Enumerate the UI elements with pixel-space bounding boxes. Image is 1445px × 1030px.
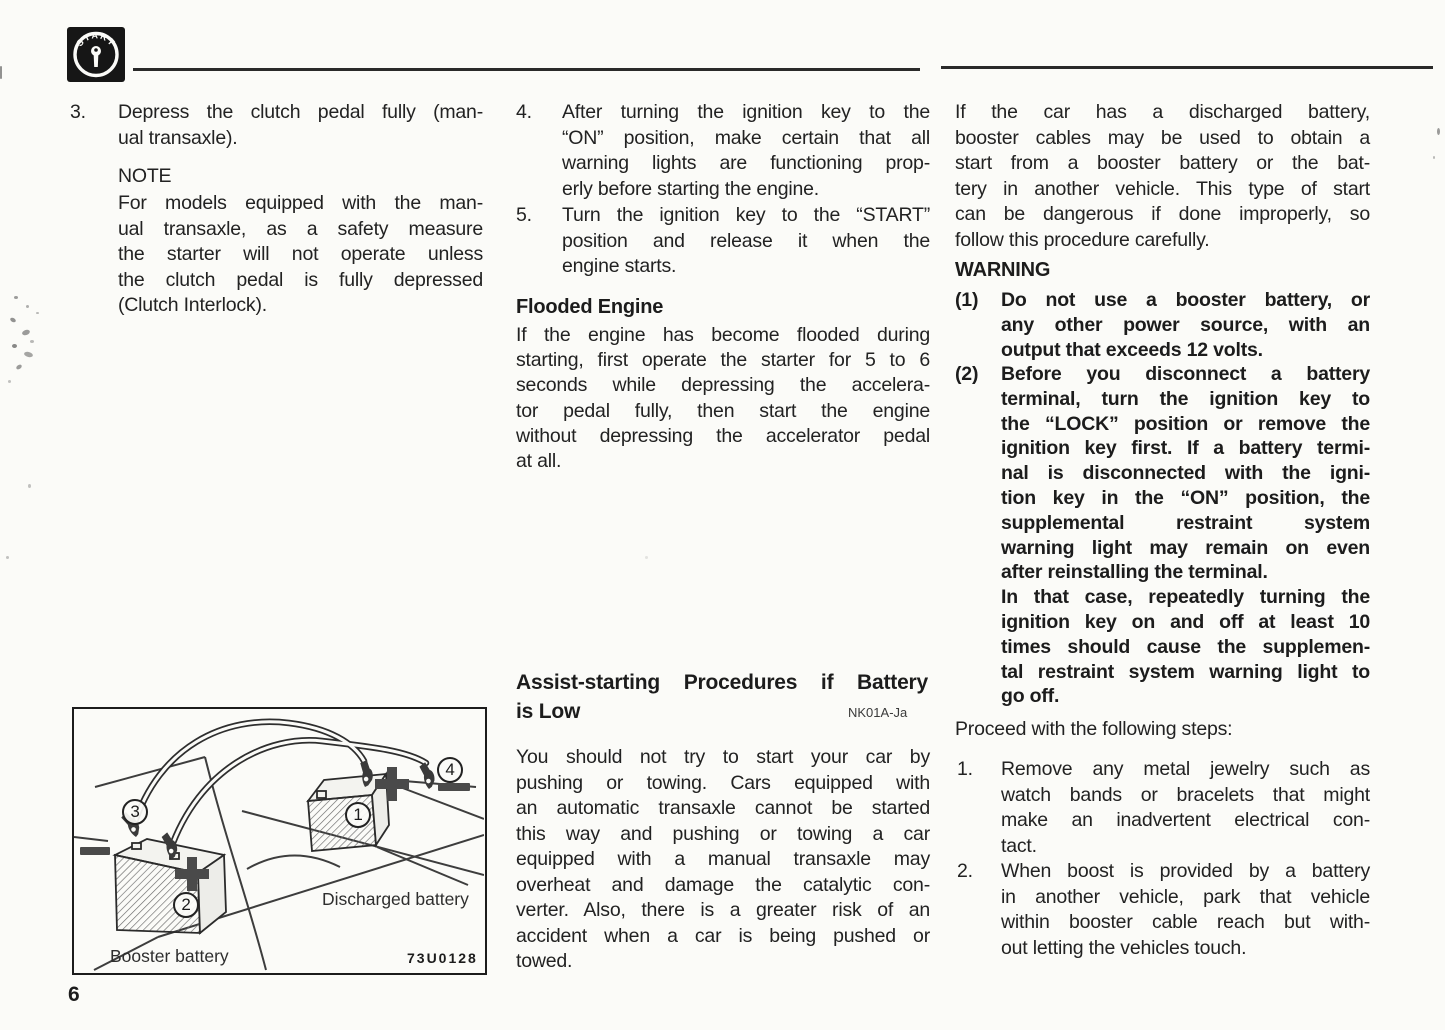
warning-heading: WARNING	[955, 259, 1051, 281]
text-line: ual transaxle).	[118, 126, 238, 149]
header-rule-left	[133, 68, 920, 71]
text-line: If the car has a discharged battery,	[955, 101, 1370, 123]
text-line: nal is disconnected with the igni-	[1001, 462, 1370, 485]
text-line: starting, first operate the starter for 5 to 6	[516, 349, 930, 372]
text-line: “ON” position, make certain that all	[562, 126, 930, 149]
text-line: You should not try to start your car by	[516, 746, 930, 768]
step-item-2-text	[1001, 859, 1370, 961]
text-line: booster cables may be used to obtain a	[955, 126, 1370, 149]
step-number-2: 2.	[957, 860, 973, 882]
list-number-3: 3.	[70, 101, 86, 123]
list-item-5-text	[562, 203, 930, 280]
text-line: supplemental restraint system	[1001, 511, 1370, 534]
text-line: start from a booster battery or the bat-	[955, 152, 1370, 174]
note-text	[118, 191, 483, 319]
text-line: For models equipped with the man-	[118, 192, 483, 214]
text-line: within booster cable reach but with-	[1001, 911, 1370, 933]
text-line: at all.	[516, 449, 562, 472]
list-item-4-text	[562, 100, 930, 202]
jump-start-intro-text	[955, 100, 1370, 253]
warning-item-2	[955, 362, 1370, 709]
text-line: go off.	[1001, 685, 1060, 708]
text-line: erly before starting the engine.	[562, 177, 820, 200]
text-line: equipped with a manual transaxle may	[516, 848, 930, 870]
text-line: engine starts.	[562, 255, 677, 277]
warning-item-2-text	[1001, 362, 1370, 709]
text-line: make an inadvertent electrical con-	[1001, 809, 1370, 831]
text-line: ual transaxle, as a safety measure	[118, 217, 483, 240]
text-line: verter. Also, there is a greater risk of an	[516, 899, 930, 921]
text-line: this way and pushing or towing a car	[516, 822, 930, 845]
list-item-3-text	[118, 100, 483, 151]
page-number: 6	[68, 983, 80, 1006]
section-code: NK01A-Ja	[848, 705, 908, 720]
text-line: times should cause the supplemen-	[1001, 635, 1370, 658]
callout-4: 4	[437, 757, 463, 783]
text-line: follow this procedure carefully.	[955, 228, 1210, 251]
list-number-4: 4.	[516, 101, 532, 123]
text-line: When boost is provided by a battery	[1001, 860, 1370, 882]
assist-text	[516, 745, 930, 975]
label-discharged-battery: Discharged battery	[322, 889, 469, 909]
flooded-engine-text	[516, 323, 930, 474]
proceed-text: Proceed with the following steps:	[955, 718, 1233, 740]
text-line: terminal, turn the ignition key to	[1001, 387, 1370, 410]
figure-code: 73U0128	[407, 950, 478, 966]
text-line: out letting the vehicles touch.	[1001, 936, 1247, 959]
text-line: ignition key first. If a battery termi-	[1001, 437, 1370, 460]
note-title: NOTE	[118, 165, 172, 187]
text-line: (Clutch Interlock).	[118, 294, 267, 316]
text-line: the “LOCK” position or remove the	[1001, 412, 1370, 435]
text-line: the clutch pedal is fully depressed	[118, 268, 483, 291]
warning-item-1	[955, 288, 1370, 362]
text-line: Remove any metal jewelry such as	[1001, 758, 1370, 780]
text-line: If the engine has become flooded during	[516, 324, 930, 346]
start-ignition-key-icon	[67, 27, 125, 82]
text-line: accident when a car is being pushed or	[516, 924, 930, 947]
text-line: in another vehicle, park that vehicle	[1001, 885, 1370, 908]
step-item-2	[957, 859, 1370, 961]
list-item-5	[516, 203, 930, 280]
svg-text:START: START	[74, 30, 118, 49]
warning-number-1: (1)	[955, 289, 979, 311]
step-item-1	[957, 757, 1370, 859]
text-line: tal restraint system warning light to	[1001, 660, 1370, 683]
text-line: seconds while depressing the accelera-	[516, 374, 930, 397]
text-line: any other power source, with an	[1001, 313, 1370, 336]
assist-heading-line1: Assist-starting Procedures if Battery	[516, 671, 928, 694]
text-line: pushing or towing. Cars equipped with	[516, 771, 930, 794]
text-line: ignition key on and off at least 10	[1001, 610, 1370, 633]
list-item-4	[516, 100, 930, 202]
text-line: warning light may remain on even	[1001, 536, 1370, 559]
text-line: In that case, repeatedly turning the	[1001, 586, 1370, 609]
warning-number-2: (2)	[955, 363, 979, 385]
step-number-1: 1.	[957, 758, 973, 780]
text-line: Before you disconnect a battery	[1001, 363, 1370, 385]
assist-heading-line2: is Low	[516, 700, 581, 723]
text-line: After turning the ignition key to the	[562, 101, 930, 123]
text-line: after reinstalling the terminal.	[1001, 561, 1268, 584]
header-rule-right	[941, 66, 1433, 69]
text-line: warning lights are functioning prop-	[562, 152, 930, 174]
text-line: towed.	[516, 950, 573, 972]
list-item-3	[70, 100, 483, 151]
label-booster-battery: Booster battery	[110, 946, 229, 966]
text-line: without depressing the accelerator pedal	[516, 424, 930, 447]
text-line: tery in another vehicle. This type of start	[955, 177, 1370, 200]
text-line: tion key in the “ON” position, the	[1001, 486, 1370, 509]
text-line: output that exceeds 12 volts.	[1001, 338, 1263, 361]
text-line: overheat and damage the catalytic con-	[516, 873, 930, 896]
text-line: an automatic transaxle cannot be started	[516, 797, 930, 819]
callout-2: 2	[173, 892, 199, 918]
warning-item-1-text	[1001, 288, 1370, 362]
text-line: the starter will not operate unless	[118, 243, 483, 265]
figure-jump-start-diagram	[72, 707, 487, 975]
jump-start-line-art	[74, 709, 484, 972]
list-number-5: 5.	[516, 204, 532, 226]
text-line: can be dangerous if done improperly, so	[955, 203, 1370, 225]
text-line: Turn the ignition key to the “START”	[562, 204, 930, 226]
flooded-engine-heading: Flooded Engine	[516, 296, 664, 318]
text-line: watch bands or bracelets that might	[1001, 783, 1370, 806]
text-line: tor pedal fully, then start the engine	[516, 399, 930, 422]
step-item-1-text	[1001, 757, 1370, 859]
text-line: Do not use a booster battery, or	[1001, 289, 1370, 311]
callout-1: 1	[345, 802, 371, 828]
callout-3: 3	[122, 799, 148, 825]
text-line: Depress the clutch pedal fully (man-	[118, 101, 483, 123]
text-line: tact.	[1001, 834, 1037, 857]
text-line: position and release it when the	[562, 229, 930, 252]
